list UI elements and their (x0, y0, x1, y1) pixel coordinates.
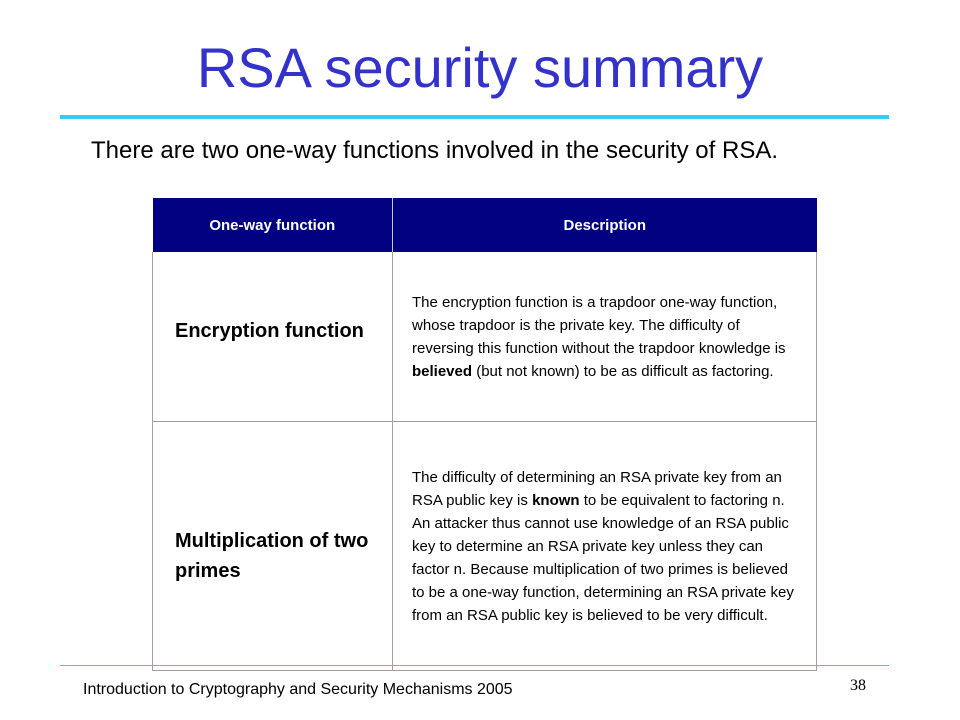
table-row (153, 252, 817, 422)
description-text: The difficulty of determining an RSA private key from an RSA public key is (412, 468, 782, 509)
table-row (153, 422, 817, 671)
description-text: to be equivalent to factoring n. An attacker thus cannot use knowledge of an RSA public key to determine an RSA private key unless they can factor n. Because multiplication of two primes is believed to be a one-way function, determining an RSA private key from an RSA public key is believed to be very difficult. (412, 491, 794, 624)
table-header-row (153, 198, 817, 252)
header-description: Description (393, 198, 817, 252)
description-cell (393, 252, 817, 422)
emphasis-text: believed (412, 362, 473, 380)
emphasis-text: known (532, 491, 580, 509)
header-one-way-function: One-way function (153, 198, 393, 252)
slide-subtitle: There are two one-way functions involved in the security of RSA. (91, 137, 778, 164)
function-name-cell: Encryption function (153, 252, 393, 422)
description-cell (393, 422, 817, 671)
page-number: 38 (850, 677, 866, 694)
footer-rule (60, 665, 889, 666)
title-underline-rule (60, 115, 889, 119)
description-text: The encryption function is a trapdoor one-way function, whose trapdoor is the private key. The difficulty of reversing this function without the trapdoor knowledge is (412, 293, 786, 357)
slide-title: RSA security summary (196, 36, 764, 99)
one-way-functions-table (152, 198, 817, 671)
footer-text: Introduction to Cryptography and Security Mechanisms 2005 (83, 681, 513, 698)
description-text: (but not known) to be as difficult as factoring. (472, 362, 774, 380)
function-name-cell: Multiplication of two primes (153, 422, 393, 671)
